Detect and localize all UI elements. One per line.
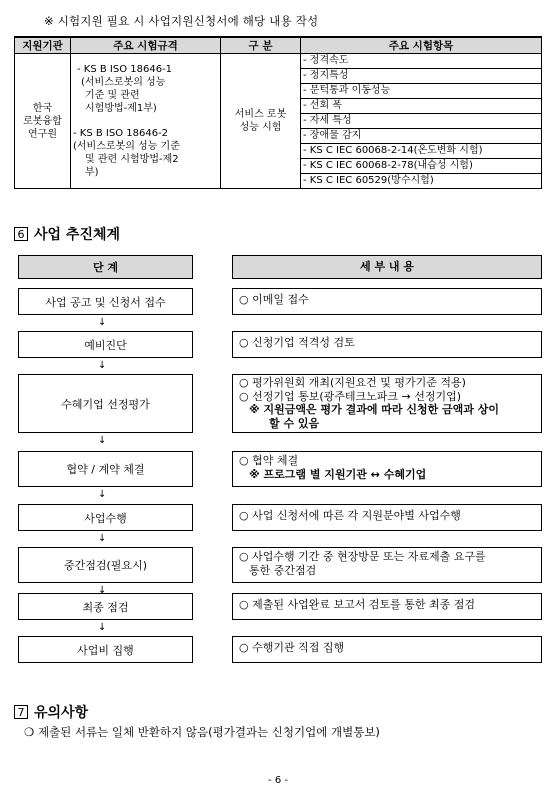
detail-line: ○ 협약 체결 <box>239 454 299 467</box>
down-arrow-icon: ↓ <box>98 435 107 446</box>
test-item: - KS C IEC 60068-2-14(온도변화 시험) <box>301 144 541 159</box>
test-item: - KS C IEC 60068-2-78(내습성 시험) <box>301 159 541 174</box>
category-line: 성능 시험 <box>239 122 282 133</box>
stage-box: 사업수행 <box>18 504 193 531</box>
test-item: - 선회 폭 <box>301 99 541 114</box>
header-institution: 지원기관 <box>15 37 71 54</box>
standard-line: 시험방법-제1부) <box>85 103 157 114</box>
section-title: 사업 추진체계 <box>34 227 121 243</box>
detail-line: ○ 수행기관 직접 집행 <box>239 641 345 654</box>
test-item: - KS C IEC 60529(방수시험) <box>303 175 434 186</box>
stage-header: 단 계 <box>18 255 193 279</box>
category-line: 서비스 로봇 <box>234 109 287 120</box>
standard-line: (서비스로봇의 성능 기준 <box>73 141 180 152</box>
standard-line: 기준 및 관련 <box>85 90 140 101</box>
detail-line: ○ 이메일 접수 <box>239 293 309 306</box>
detail-box <box>232 374 542 433</box>
detail-box <box>232 451 542 487</box>
detail-line: ※ 지원금액은 평가 결과에 따라 신청한 금액과 상이 <box>249 403 500 416</box>
standard-line: - KS B ISO 18646-2 <box>73 128 169 139</box>
stage-box: 사업비 집행 <box>18 636 193 663</box>
test-item: - 장애물 감지 <box>301 129 541 144</box>
standard-line: 부) <box>85 167 99 178</box>
institution-line: 한국 <box>32 102 53 114</box>
institution-line: 로봇융합 <box>23 115 62 127</box>
section-title: 유의사항 <box>34 705 89 721</box>
detail-line: ○ 사업수행 기간 중 현장방문 또는 자료제출 요구를 <box>239 550 486 563</box>
test-item: - 정지특성 <box>301 69 541 84</box>
down-arrow-icon: ↓ <box>98 360 107 371</box>
header-standards: 주요 시험규격 <box>71 37 221 54</box>
page-number: - 6 - <box>268 775 288 786</box>
detail-box <box>232 593 542 620</box>
items-cell <box>301 54 542 189</box>
detail-line: 할 수 있음 <box>269 416 320 430</box>
section-number-box: 6 <box>14 227 28 241</box>
test-support-note: ※ 시험지원 필요 시 사업지원신청서에 해당 내용 작성 <box>44 14 319 28</box>
section-6-heading <box>14 224 120 244</box>
detail-header: 세 부 내 용 <box>232 255 542 279</box>
section-number-box: 7 <box>14 705 28 719</box>
stage-box: 사업 공고 및 신청서 접수 <box>18 288 193 315</box>
stage-box: 예비진단 <box>18 331 193 358</box>
detail-box <box>232 504 542 531</box>
test-support-table <box>14 36 542 189</box>
caution-text: ❍ 제출된 서류는 일체 반환하지 않음(평가결과는 신청기업에 개별통보) <box>24 725 380 739</box>
detail-line: ○ 사업 신청서에 따른 각 지원분야별 사업수행 <box>239 509 461 522</box>
down-arrow-icon: ↓ <box>98 489 107 500</box>
stage-box: 수혜기업 선정평가 <box>18 374 193 433</box>
detail-line: 통한 중간점검 <box>249 564 317 577</box>
section-7-heading <box>14 702 88 722</box>
test-item: - 정격속도 <box>301 54 541 69</box>
institution-line: 연구원 <box>28 128 57 140</box>
standard-line: (서비스로봇의 성능 <box>81 77 166 88</box>
detail-line: ○ 평가위원회 개최(지원요건 및 평가기준 적용) <box>239 376 466 389</box>
down-arrow-icon: ↓ <box>98 317 107 328</box>
header-items: 주요 시험항목 <box>301 37 542 54</box>
detail-line: ○ 선정기업 통보(광주테크노파크 → 선정기업) <box>239 389 462 403</box>
category-cell <box>221 54 301 189</box>
down-arrow-icon: ↓ <box>98 585 107 596</box>
header-category: 구 분 <box>221 37 301 54</box>
standard-line: - KS B ISO 18646-1 <box>77 64 173 75</box>
detail-box <box>232 331 542 358</box>
standard-line: 및 관련 시험방법-제2 <box>85 154 179 165</box>
standards-cell <box>71 54 221 189</box>
detail-line: ○ 신청기업 적격성 검토 <box>239 336 355 349</box>
test-item: - 자세 특성 <box>301 114 541 129</box>
stage-box: 중간점검(필요시) <box>18 547 193 583</box>
detail-box <box>232 547 542 583</box>
detail-box <box>232 288 542 315</box>
down-arrow-icon: ↓ <box>98 622 107 633</box>
down-arrow-icon: ↓ <box>98 533 107 544</box>
institution-cell <box>15 54 71 189</box>
stage-box: 최종 점검 <box>18 593 193 620</box>
detail-box <box>232 636 542 663</box>
test-item: - 문턱통과 이동성능 <box>301 84 541 99</box>
stage-box: 협약 / 계약 체결 <box>18 451 193 487</box>
detail-line: ○ 제출된 사업완료 보고서 검토를 통한 최종 점검 <box>239 598 475 611</box>
detail-line: ※ 프로그램 별 지원기관 ↔ 수혜기업 <box>249 468 427 481</box>
